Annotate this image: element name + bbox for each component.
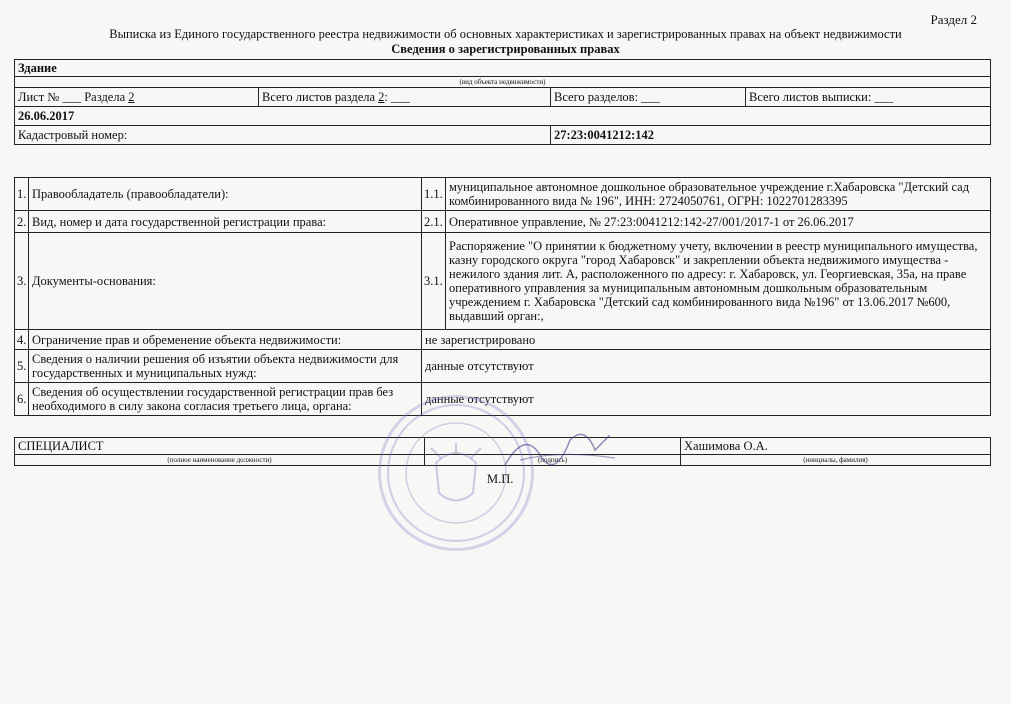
position-caption: (полное наименование должности) [15, 455, 425, 466]
signer-name: Хашимова О.А. [681, 438, 991, 455]
table-row: 3. Документы-основания: 3.1. Распоряжение "О принятии к бюджетному учету, включении в реестр муниципального имущества, казну городского округа "город Хабаровск" и закреплении объекта недвижимого имущества - нежилого здания лит. А, расположенного по адресу: г. Хабаровск, ул. Георгиевская, 35а, на праве оперативного управления за муниципальным автономным дошкольным образовательным учреждением г. Хабаровска "Детский сад комбинированного вида №196" от 13.06.2017 №600, выдавший орган:, [15, 233, 991, 330]
position-title: СПЕЦИАЛИСТ [15, 438, 425, 455]
name-caption: (инициалы, фамилия) [681, 455, 991, 466]
mp-mark: М.П. [487, 472, 514, 486]
table-row: 5. Сведения о наличии решения об изъятии объекта недвижимости для государственных и муниципальных нужд: данные отсутствуют [15, 350, 991, 383]
total-sheets-section: Всего листов раздела 2: ___ [259, 88, 551, 107]
object-type-caption: (вид объекта недвижимости) [15, 77, 991, 88]
table-row: 1. Правообладатель (правообладатели): 1.1. муниципальное автономное дошкольное образовательное учреждение г.Хабаровска "Детский сад комбинированного вида № 196", ИНН: 2724050761, ОГРН: 1022701283395 [15, 178, 991, 211]
rights-table [14, 177, 991, 416]
sign-caption: (подпись) [425, 455, 681, 466]
document-title: Выписка из Единого государственного реестра недвижимости об основных характеристиках и зарегистрированных правах на объект недвижимости [109, 27, 902, 41]
object-type: Здание [15, 60, 991, 77]
object-header-table [14, 59, 991, 145]
total-sheets: Всего листов выписки: ___ [746, 88, 991, 107]
sheet-number: Лист № ___ Раздела 2 [15, 88, 259, 107]
document-subtitle: Сведения о зарегистрированных правах [391, 42, 620, 56]
total-sections: Всего разделов: ___ [551, 88, 746, 107]
table-row: 2. Вид, номер и дата государственной регистрации права: 2.1. Оперативное управление, № 27:23:0041212:142-27/001/2017-1 от 26.06.2017 [15, 211, 991, 233]
cadastral-number: 27:23:0041212:142 [551, 126, 991, 145]
section-label: Раздел 2 [930, 12, 977, 27]
signature-icon [500, 420, 620, 480]
document-date: 26.06.2017 [15, 107, 991, 126]
cadastral-label: Кадастровый номер: [15, 126, 551, 145]
table-row: 6. Сведения об осуществлении государственной регистрации прав без необходимого в силу закона согласия третьего лица, органа: данные отсутствуют [15, 383, 991, 416]
table-row: 4. Ограничение прав и обременение объекта недвижимости: не зарегистрировано [15, 330, 991, 350]
